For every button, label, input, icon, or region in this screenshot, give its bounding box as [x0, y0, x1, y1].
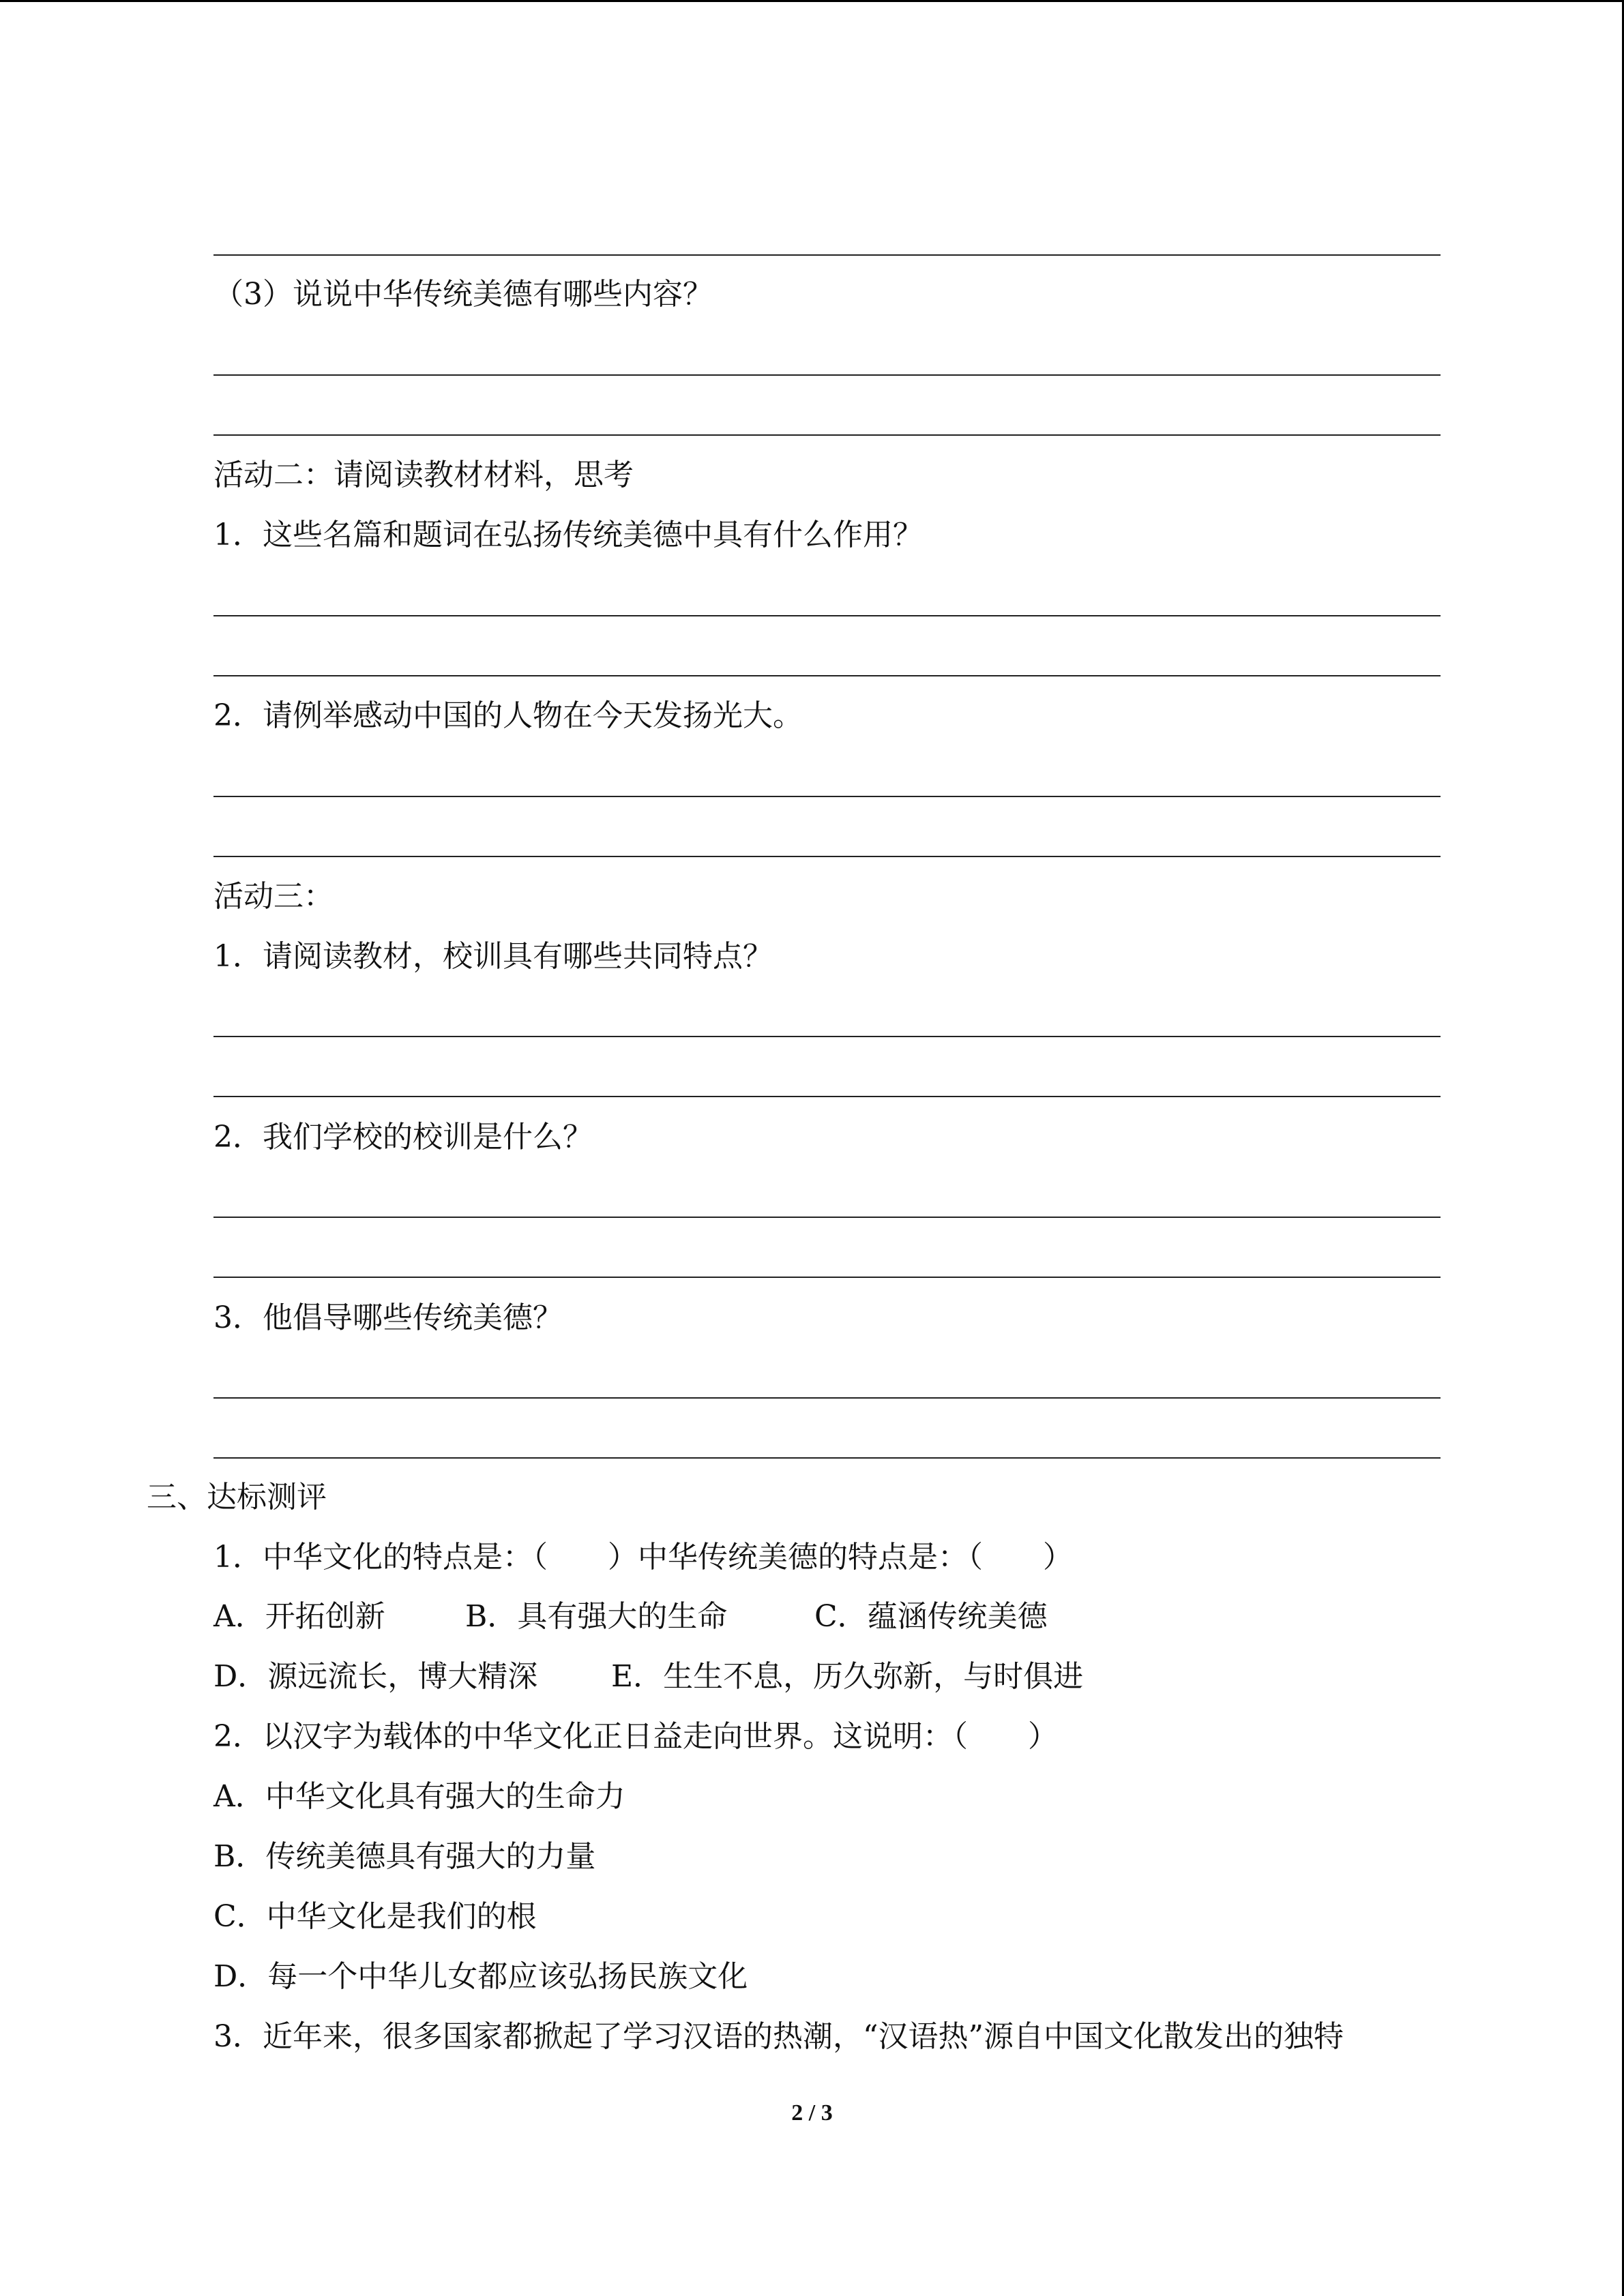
option-b: B．具有强大的生命	[465, 1599, 728, 1634]
answer-line[interactable]	[213, 675, 1441, 676]
activity-2-heading: 活动二：请阅读教材材料，思考	[213, 458, 634, 492]
question-3-prompt: （3）说说中华传统美德有哪些内容？	[213, 277, 713, 312]
activity-2-question-1: 1．这些名篇和题词在弘扬传统美德中具有什么作用？	[213, 518, 923, 552]
section-3-heading: 三、达标测评	[147, 1480, 327, 1515]
page-number: 2 / 3	[791, 2100, 833, 2126]
option-d: D．源远流长，博大精深	[213, 1659, 538, 1694]
q2-option-d: D．每一个中华儿女都应该弘扬民族文化	[213, 1959, 748, 1994]
answer-line[interactable]	[213, 1217, 1441, 1218]
activity-3-question-1: 1．请阅读教材，校训具有哪些共同特点？	[213, 939, 773, 974]
test-question-3: 3．近年来，很多国家都掀起了学习汉语的热潮，“汉语热”源自中国文化散发出的独特	[213, 2019, 1344, 2054]
answer-line[interactable]	[213, 615, 1441, 616]
answer-line[interactable]	[213, 1397, 1441, 1399]
option-a: A．开拓创新	[213, 1599, 385, 1634]
page-border-top	[0, 0, 1624, 2]
activity-3-question-2: 2．我们学校的校训是什么？	[213, 1120, 593, 1154]
answer-line[interactable]	[213, 374, 1441, 376]
q2-option-b: B．传统美德具有强大的力量	[213, 1839, 596, 1874]
q2-option-a: A．中华文化具有强大的生命力	[213, 1779, 625, 1814]
answer-line[interactable]	[213, 1096, 1441, 1097]
answer-line[interactable]	[213, 856, 1441, 857]
option-e: E．生生不息，历久弥新，与时俱进	[611, 1659, 1084, 1694]
answer-line[interactable]	[213, 434, 1441, 436]
answer-line[interactable]	[213, 796, 1441, 797]
answer-line[interactable]	[213, 1457, 1441, 1459]
option-c: C．蕴涵传统美德	[814, 1599, 1048, 1634]
test-question-1: 1．中华文化的特点是：（ ）中华传统美德的特点是：（ ）	[213, 1540, 1073, 1575]
activity-3-heading: 活动三：	[213, 879, 334, 914]
answer-line[interactable]	[213, 1277, 1441, 1278]
test-question-2: 2．以汉字为载体的中华文化正日益走向世界。这说明：（ ）	[213, 1719, 1058, 1754]
answer-line[interactable]	[213, 254, 1441, 256]
answer-line[interactable]	[213, 1036, 1441, 1037]
q2-option-c: C．中华文化是我们的根	[213, 1899, 537, 1934]
activity-2-question-2: 2．请例举感动中国的人物在今天发扬光大。	[213, 698, 803, 733]
activity-3-question-3: 3．他倡导哪些传统美德？	[213, 1300, 563, 1335]
